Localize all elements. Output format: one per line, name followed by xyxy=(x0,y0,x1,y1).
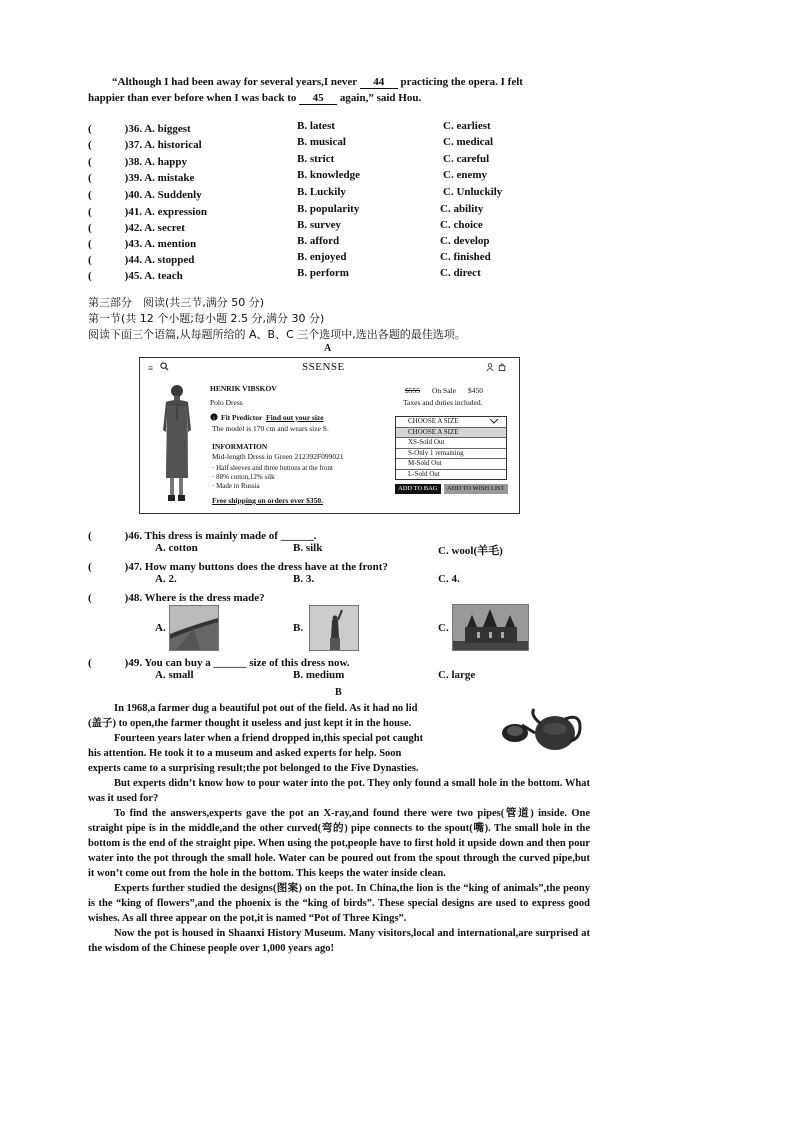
shipping-note: Free shipping on orders over $350. xyxy=(212,496,323,505)
three-kings-pot-image xyxy=(500,703,590,755)
fit-predictor-label: Fit Predictor xyxy=(221,413,263,422)
instruction: 阅读下面三个语篇,从每题所给的 A、B、C 三个选项中,选出各题的最佳选项。 xyxy=(88,328,466,341)
option-c: C. enemy xyxy=(443,169,487,181)
question-text: ( )49. You can buy a ______ size of this dress now. xyxy=(88,657,350,669)
info-title: INFORMATION xyxy=(212,442,268,451)
bag-icon[interactable] xyxy=(498,363,506,373)
option-c: C. wool(羊毛) xyxy=(438,545,503,557)
option-c: C. finished xyxy=(440,251,491,263)
option-c: C. Unluckily xyxy=(443,186,503,198)
option-c: C. choice xyxy=(440,219,483,231)
option-c: C. large xyxy=(438,669,476,681)
option-b: B. afford xyxy=(297,235,340,247)
option-b: B. 3. xyxy=(293,573,315,585)
cloze-row xyxy=(88,267,608,283)
option-a: ( )40. A. Suddenly xyxy=(88,189,202,201)
blank-45: 45 xyxy=(299,92,337,105)
option-b: B. latest xyxy=(297,120,335,132)
user-icon[interactable] xyxy=(486,363,494,373)
option-c: C. ability xyxy=(440,203,484,215)
option-a: ( )41. A. expression xyxy=(88,206,207,218)
intro-text: again,” said Hou. xyxy=(339,92,422,104)
menu-icon[interactable]: ≡ xyxy=(148,363,154,373)
intro-text: “Although I had been away for several years,I never xyxy=(112,76,357,88)
option-b: B. medium xyxy=(293,669,345,681)
size-option[interactable]: CHOOSE A SIZE xyxy=(396,428,506,439)
question-49 xyxy=(88,654,608,670)
passage-b-body xyxy=(88,776,590,956)
add-to-bag-button[interactable]: ADD TO BAG xyxy=(395,484,441,494)
bullet: · Half sleeves and three buttons at the front xyxy=(212,464,333,472)
cloze-row xyxy=(88,235,608,251)
option-a: A. small xyxy=(155,669,194,681)
paragraph-line: Fourteen years later when a friend dropped in,this special pot caught xyxy=(114,733,424,744)
option-b: B. popularity xyxy=(297,203,360,215)
passage-label-a: A xyxy=(324,343,332,354)
intro-line-2 xyxy=(88,92,421,105)
paragraph: To find the answers,experts gave the pot an X-ray,and found there were two pipes(管道) inside. One straight pipe is in the middle,and the other curved(弯的) pipe connects to the spout(嘴). The small hole in the bottom is the end of the straight pipe. When using the pot,people have to first hold it upside down and then pour water into the pot through the small hole. Water can be poured out from the spout through the curved pipe,but it won’t come out from the hole in the bottom. This keeps the water inside clean. xyxy=(88,808,590,879)
designer-name: HENRIK VIBSKOV xyxy=(210,384,277,393)
option-c: C. earliest xyxy=(443,120,491,132)
question-text: ( )47. How many buttons does the dress have at the front? xyxy=(88,561,388,573)
option-c: C. develop xyxy=(440,235,490,247)
bullet: · Made in Russia xyxy=(212,482,260,490)
cloze-row xyxy=(88,251,608,267)
product-ad xyxy=(139,357,520,514)
product-name: Polo Dress xyxy=(210,398,243,407)
paragraph: Experts further studied the designs(图案) on the pot. In China,the lion is the “king of animals”,the peony is the “king of flowers”,and the phoenix is the “king of birds”. These special designs are used to express good wishes. As all three appear on the pot,it is named “Pot of Three Kings”. xyxy=(88,883,590,924)
option-a: A. 2. xyxy=(155,573,177,585)
question-text: ( )48. Where is the dress made? xyxy=(88,592,265,604)
cloze-row xyxy=(88,219,608,235)
info-desc: Mid-length Dress in Green 212392F099021 xyxy=(212,452,344,461)
question-47 xyxy=(88,558,608,574)
cloze-row xyxy=(88,186,608,202)
chevron-down-icon xyxy=(490,419,498,424)
size-option[interactable]: M-Sold Out xyxy=(396,459,506,470)
option-c: C. 4. xyxy=(438,573,460,585)
svg-text:i: i xyxy=(213,415,215,421)
option-a: ( )43. A. mention xyxy=(88,238,197,250)
info-icon xyxy=(210,413,218,423)
size-option[interactable]: XS-Sold Out xyxy=(396,438,506,449)
intro-text: practicing the opera. I felt xyxy=(400,76,523,88)
old-price: $555 xyxy=(405,386,420,395)
option-a: ( )44. A. stopped xyxy=(88,254,195,266)
option-b: B. silk xyxy=(293,542,323,554)
model-photo xyxy=(155,382,199,506)
option-b: B. knowledge xyxy=(297,169,360,181)
blank-44: 44 xyxy=(360,76,398,89)
option-a: A. cotton xyxy=(155,542,198,554)
size-select-header[interactable] xyxy=(396,417,506,428)
paragraph-line: In 1968,a farmer dug a beautiful pot out of the field. As it had no lid xyxy=(114,703,418,714)
passage-label-b: B xyxy=(335,687,342,698)
question-46 xyxy=(88,527,608,543)
options-47 xyxy=(88,573,608,589)
option-a: ( )37. A. historical xyxy=(88,139,202,151)
option-b: B. enjoyed xyxy=(297,251,347,263)
option-c: C. medical xyxy=(443,136,494,148)
option-b: B. xyxy=(293,622,304,634)
options-46 xyxy=(88,542,608,558)
question-text: ( )46. This dress is mainly made of ______. xyxy=(88,530,317,542)
option-a: ( )36. A. biggest xyxy=(88,123,191,135)
option-a: A. xyxy=(155,622,166,634)
paragraph-line: his attention. He took it to a museum and asked experts for help. Soon xyxy=(88,748,402,759)
paragraph: But experts didn’t know how to pour water into the pot. They only found a small hole in the bottom. What was it used for? xyxy=(88,778,590,804)
sale-price: $450 xyxy=(468,386,483,395)
option-b: B. Luckily xyxy=(297,186,346,198)
option-a: ( )39. A. mistake xyxy=(88,172,195,184)
paragraph-line: (盖子) to open,the farmer thought it useless and just kept it in the house. xyxy=(88,718,412,729)
cloze-row xyxy=(88,169,608,185)
search-icon[interactable] xyxy=(160,362,169,373)
option-b: B. strict xyxy=(297,153,335,165)
intro-text: happier than ever before when I was back to xyxy=(88,92,297,104)
options-49 xyxy=(88,669,608,685)
cloze-row xyxy=(88,203,608,219)
great-wall-image xyxy=(169,605,219,651)
russian-cathedral-image xyxy=(452,604,529,651)
option-c: C. careful xyxy=(443,153,490,165)
select-placeholder: CHOOSE A SIZE xyxy=(408,417,459,425)
brand-logo[interactable]: SSENSE xyxy=(302,361,345,373)
option-a: ( )38. A. happy xyxy=(88,156,188,168)
add-to-wishlist-button[interactable]: ADD TO WISH LIST xyxy=(444,484,508,494)
statue-of-liberty-image xyxy=(309,605,359,651)
option-c: C. xyxy=(438,622,449,634)
bullet: · 88% cotton,12% silk xyxy=(212,473,275,481)
subsection-heading: 第一节(共 12 个小题;每小题 2.5 分,满分 30 分) xyxy=(88,312,325,325)
cloze-row xyxy=(88,120,608,136)
model-size-note: The model is 170 cm and wears size S. xyxy=(212,424,329,433)
option-b: B. perform xyxy=(297,267,349,279)
taxes-note: Taxes and duties included. xyxy=(403,398,483,407)
intro-line-1 xyxy=(112,76,523,89)
option-a: ( )45. A. teach xyxy=(88,270,183,282)
option-a: ( )42. A. secret xyxy=(88,222,185,234)
option-c: C. direct xyxy=(440,267,481,279)
option-b: B. survey xyxy=(297,219,341,231)
question-48 xyxy=(88,589,608,605)
cloze-row xyxy=(88,136,608,152)
section-heading: 第三部分 阅读(共三节,满分 50 分) xyxy=(88,296,265,309)
paragraph-line: experts came to a surprising result;the pot belonged to the Five Dynasties. xyxy=(88,763,419,774)
on-sale-label: On Sale xyxy=(432,386,456,395)
paragraph: Now the pot is housed in Shaanxi History Museum. Many visitors,local and international,are surprised at the wisdom of the Chinese people over 1,000 years ago! xyxy=(88,928,590,954)
cloze-row xyxy=(88,153,608,169)
fit-predictor-link[interactable]: Find out your size xyxy=(266,413,324,422)
size-select[interactable] xyxy=(395,416,507,480)
size-option[interactable]: S-Only 1 remaining xyxy=(396,449,506,460)
passage-b-intro xyxy=(88,701,498,776)
size-option[interactable]: L-Sold Out xyxy=(408,469,440,478)
option-b: B. musical xyxy=(297,136,346,148)
